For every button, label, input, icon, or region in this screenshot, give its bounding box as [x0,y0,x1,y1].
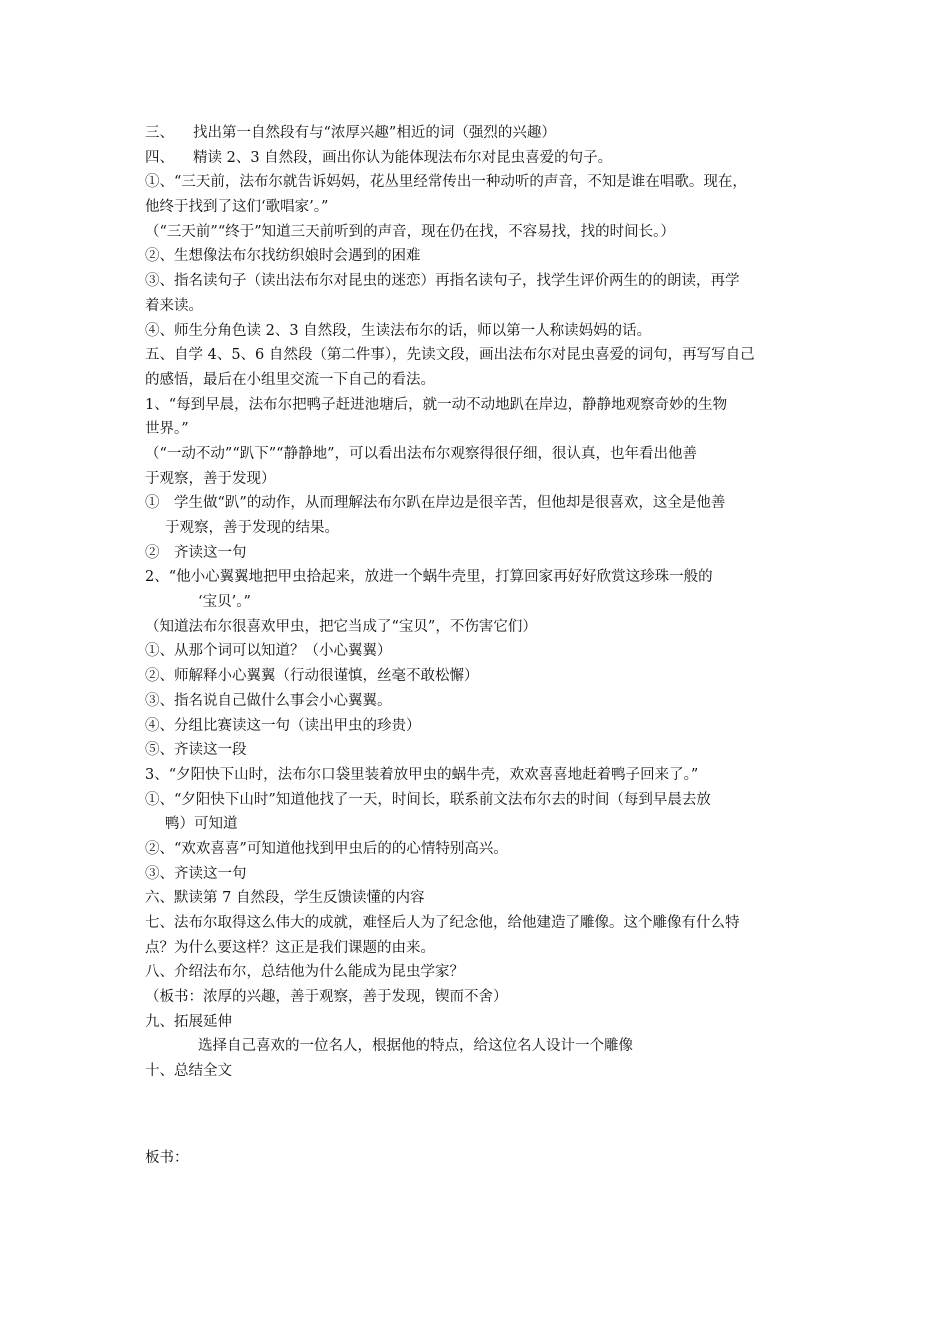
line-text: 八、介绍法布尔，总结他为什么能成为昆虫学家？ [145,964,464,981]
text-line [145,319,808,344]
line-text: ③、齐读这一句 [145,865,247,882]
line-text: ③、指名读句子（读出法布尔对昆虫的迷恋）再指名读句子，找学生评价两生的的朗读，再学 [145,273,740,290]
line-text: 精读 2、3 自然段，画出你认为能体现法布尔对昆虫喜爱的句子。 [193,149,613,166]
text-line [145,862,808,887]
line-text: 找出第一自然段有与“浓厚兴趣”相近的词（强烈的兴趣） [193,125,556,141]
line-text: 点？为什么要这样？这正是我们课题的由来。 [145,939,435,956]
line-text: ②、师解释小心翼翼（行动很谨慎，丝毫不敢松懈） [145,668,479,685]
text-line [145,343,808,368]
line-text: （板书：浓厚的兴趣，善于观察，善于发现，锲而不舍） [145,989,508,1006]
text-line [145,812,808,837]
text-line [145,170,808,195]
text-line [145,763,808,788]
text-line [145,936,808,961]
text-line [145,590,808,615]
line-text: ④、分组比赛读这一句（读出甲虫的珍贵） [145,717,421,734]
line-text: ④、师生分角色读 2、3 自然段，生读法布尔的话，师以第一人称读妈妈的话。 [145,322,652,339]
text-line [145,1010,808,1035]
line-text: （“一动不动”“趴下”“静静地”，可以看出法布尔观察得很仔细，很认真，也年看出他善 [145,445,697,462]
text-line [145,788,808,813]
text-line [145,714,808,739]
line-text: 3、“夕阳快下山时，法布尔口袋里装着放甲虫的蜗牛壳，欢欢喜喜地赶着鸭子回来了。” [145,766,699,783]
line-text: 七、法布尔取得这么伟大的成就，难怪后人为了纪念他，给他建造了雕像。这个雕像有什么特 [145,915,740,931]
text-line [145,639,808,664]
line-text: ②、生想像法布尔找纺织娘时会遇到的困难 [145,248,421,265]
text-line [145,393,808,418]
line-text: 十、总结全文 [145,1063,232,1080]
text-line [145,911,808,936]
line-text: 世界。” [145,421,189,438]
section-number: 四、 [145,149,174,166]
text-line [145,244,808,269]
text-line [145,565,808,590]
line-text: 于观察，善于发现的结果。 [165,520,339,536]
line-text: ①、“三天前，法布尔就告诉妈妈，花丛里经常传出一种动听的声音，不知是谁在唱歌。现在， [145,174,747,191]
text-line [145,1059,808,1084]
line-text: 的感悟，最后在小组里交流一下自己的看法。 [145,371,435,388]
line-text: （“三天前”“终于”知道三天前听到的声音，现在仍在找，不容易找，找的时间长。） [145,223,675,240]
text-line [145,269,808,294]
blackboard-label: 板书： [145,1150,189,1166]
line-text: ①、从那个词可以知道？（小心翼翼） [145,643,392,660]
line-text: ③、指名说自己做什么事会小心翼翼。 [145,692,392,709]
line-text: 1、“每到早晨，法布尔把鸭子赶进池塘后，就一动不动地趴在岸边，静静地观察奇妙的生物 [145,396,728,413]
text-line [145,146,808,171]
text-line [145,368,808,393]
text-line [145,294,808,319]
line-text: 五、自学 4、5、6 自然段（第二件事），先读文段，画出法布尔对昆虫喜爱的词句，再写写自己 [145,347,755,364]
text-line [145,1034,808,1059]
line-text: 他终于找到了这们‘歌唱家’。” [145,199,329,216]
lesson-plan-body [145,121,808,1084]
line-text: ② 齐读这一句 [145,544,247,561]
line-text: 2、“他小心翼翼地把甲虫拾起来，放进一个蜗牛壳里，打算回家再好好欣赏这珍珠一般的 [145,569,713,586]
text-line [145,689,808,714]
line-text: 六、默读第 7 自然段，学生反馈读懂的内容 [145,890,425,907]
line-text: ‘宝贝’。” [198,594,251,611]
text-line [145,541,808,566]
line-text: 九、拓展延伸 [145,1013,232,1030]
text-line [145,220,808,245]
text-line [145,738,808,763]
section-number: 三、 [145,125,174,141]
line-text: ① 学生做“趴”的动作，从而理解法布尔趴在岸边是很辛苦，但他却是很喜欢，这全是他善 [145,495,726,512]
text-line [145,985,808,1010]
line-text: 鸭）可知道 [165,816,238,833]
line-text: 着来读。 [145,297,203,314]
text-line [145,615,808,640]
text-line [145,195,808,220]
line-text: ①、“夕阳快下山时”知道他找了一天，时间长，联系前文法布尔去的时间（每到早晨去放 [145,791,711,808]
text-line [145,121,808,146]
line-text: ②、“欢欢喜喜”可知道他找到甲虫后的的心情特别高兴。 [145,840,508,857]
text-line [145,442,808,467]
text-line [145,516,808,541]
line-text: （知道法布尔很喜欢甲虫，把它当成了“宝贝”，不伤害它们） [145,618,537,635]
text-line [145,491,808,516]
text-line [145,837,808,862]
line-text: 选择自己喜欢的一位名人，根据他的特点，给这位名人设计一个雕像 [198,1038,633,1055]
line-text: 于观察，善于发现） [145,470,276,487]
line-text: ⑤、齐读这一段 [145,742,247,759]
text-line [145,960,808,985]
text-line [145,886,808,911]
text-line [145,417,808,442]
text-line [145,664,808,689]
text-line [145,467,808,492]
